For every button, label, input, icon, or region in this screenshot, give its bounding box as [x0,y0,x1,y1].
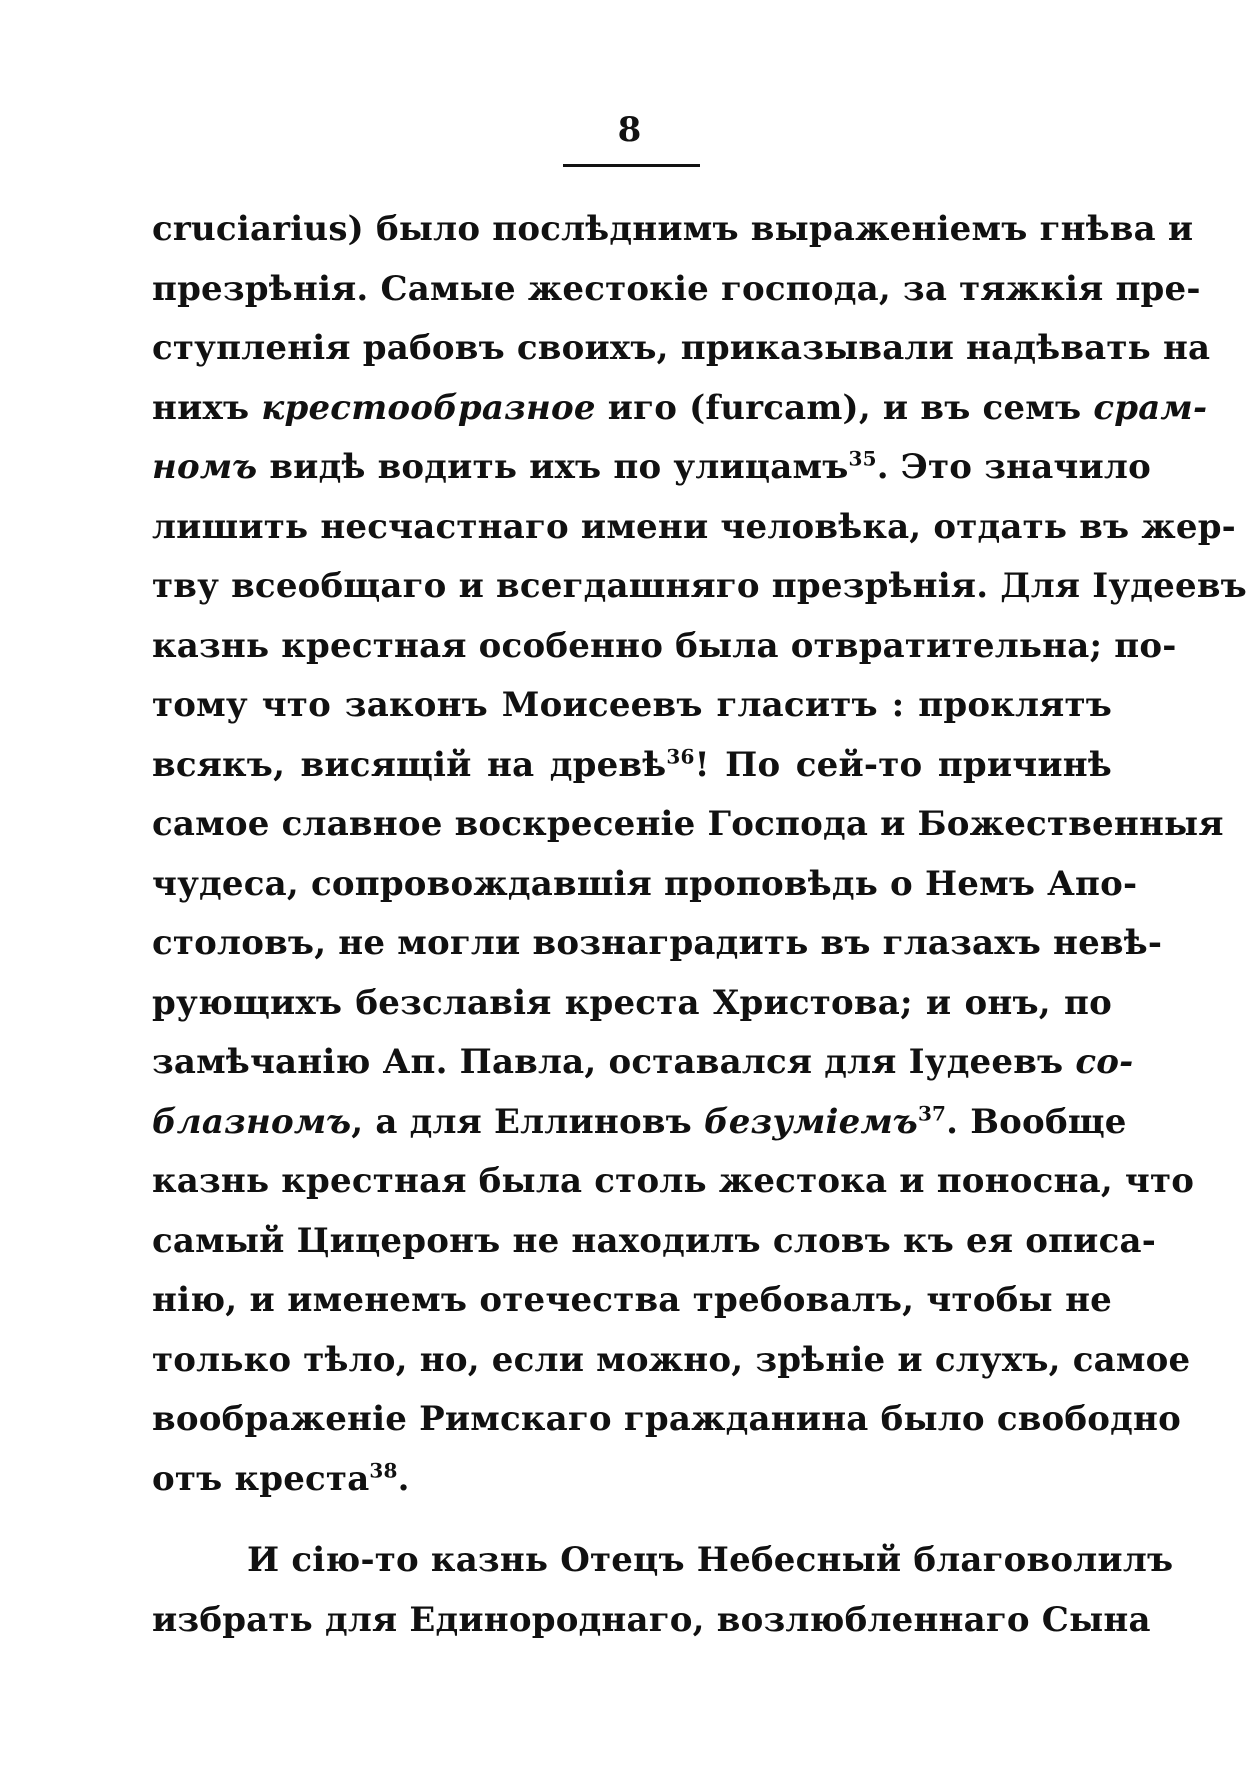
italic-text: блазномъ [152,1101,352,1142]
text-line: всякъ, висящій на древѣ$^{36}$! По сей-то причинѣ [152,744,1112,785]
text-line: cruciarius) было послѣднимъ выраженіемъ гнѣва и [152,209,1194,249]
text-line: столовъ, не могли вознаградить въ глазахъ невѣ- [152,923,1163,963]
italic-text: номъ [152,447,258,487]
footnote-ref: 35 [848,446,877,471]
text-line: ступленія рабовъ своихъ, приказывали надѣвать на [152,328,1211,368]
text-line: И сію-то казнь Отецъ Небесный благоволилъ [247,1540,1174,1580]
footnote-ref: 36 [666,744,695,769]
header-rule [563,164,700,167]
text-line: тому что законъ Моисеевъ гласитъ : проклятъ [152,685,1112,725]
italic-text: срам- [1093,387,1208,428]
text-line: лишить несчастнаго имени человѣка, отдать въ жер- [152,506,1236,547]
page-number: 8 [617,110,642,150]
text-line: замѣчанію Ап. Павла, оставался для Іудеевъ со- [152,1042,1134,1082]
italic-text: безуміемъ [704,1101,918,1142]
text-line: блазномъ, а для Еллиновъ безуміемъ$^{37}$. Вообще [152,1101,1127,1142]
body-text [152,200,1247,1650]
text-line: тву всеобщаго и всегдашняго презрѣнія. Для Іудеевъ [152,566,1247,606]
text-line: воображеніе Римскаго гражданина было свободно [152,1399,1181,1439]
text-line: чудеса, сопровождавшія проповѣдь о Немъ Апо- [152,863,1138,904]
text-line: казнь крестная особенно была отвратительна; по- [152,625,1177,666]
text-line: нихъ крестообразное иго (furcam), и въ семъ срам- [152,387,1208,428]
italic-text: со- [1075,1042,1134,1082]
text-line: отъ креста$^{38}$. [152,1458,410,1499]
footnote-ref: 37 [917,1101,947,1126]
footnote-ref: 38 [369,1458,398,1483]
text-line: презрѣнія. Самые жестокіе господа, за тяжкія пре- [152,268,1201,309]
italic-text: крестообразное [261,387,596,428]
text-line: только тѣло, но, если можно, зрѣніе и слухъ, самое [152,1339,1191,1380]
text-line: нію, и именемъ отечества требовалъ, чтобы не [152,1280,1112,1320]
text-line: рующихъ безславія креста Христова; и онъ, по [152,982,1112,1023]
text-line: избрать для Единороднаго, возлюбленнаго Сына [152,1599,1151,1640]
paragraph-gap [152,1509,1112,1531]
text-line: самое славное воскресеніе Господа и Божественныя [152,804,1224,844]
text-line: самый Цицеронъ не находилъ словъ къ ея описа- [152,1220,1157,1261]
text-line: казнь крестная была столь жестока и поносна, что [152,1161,1195,1201]
text-line: номъ видѣ водить ихъ по улицамъ$^{35}$. Это значило [152,446,1151,487]
